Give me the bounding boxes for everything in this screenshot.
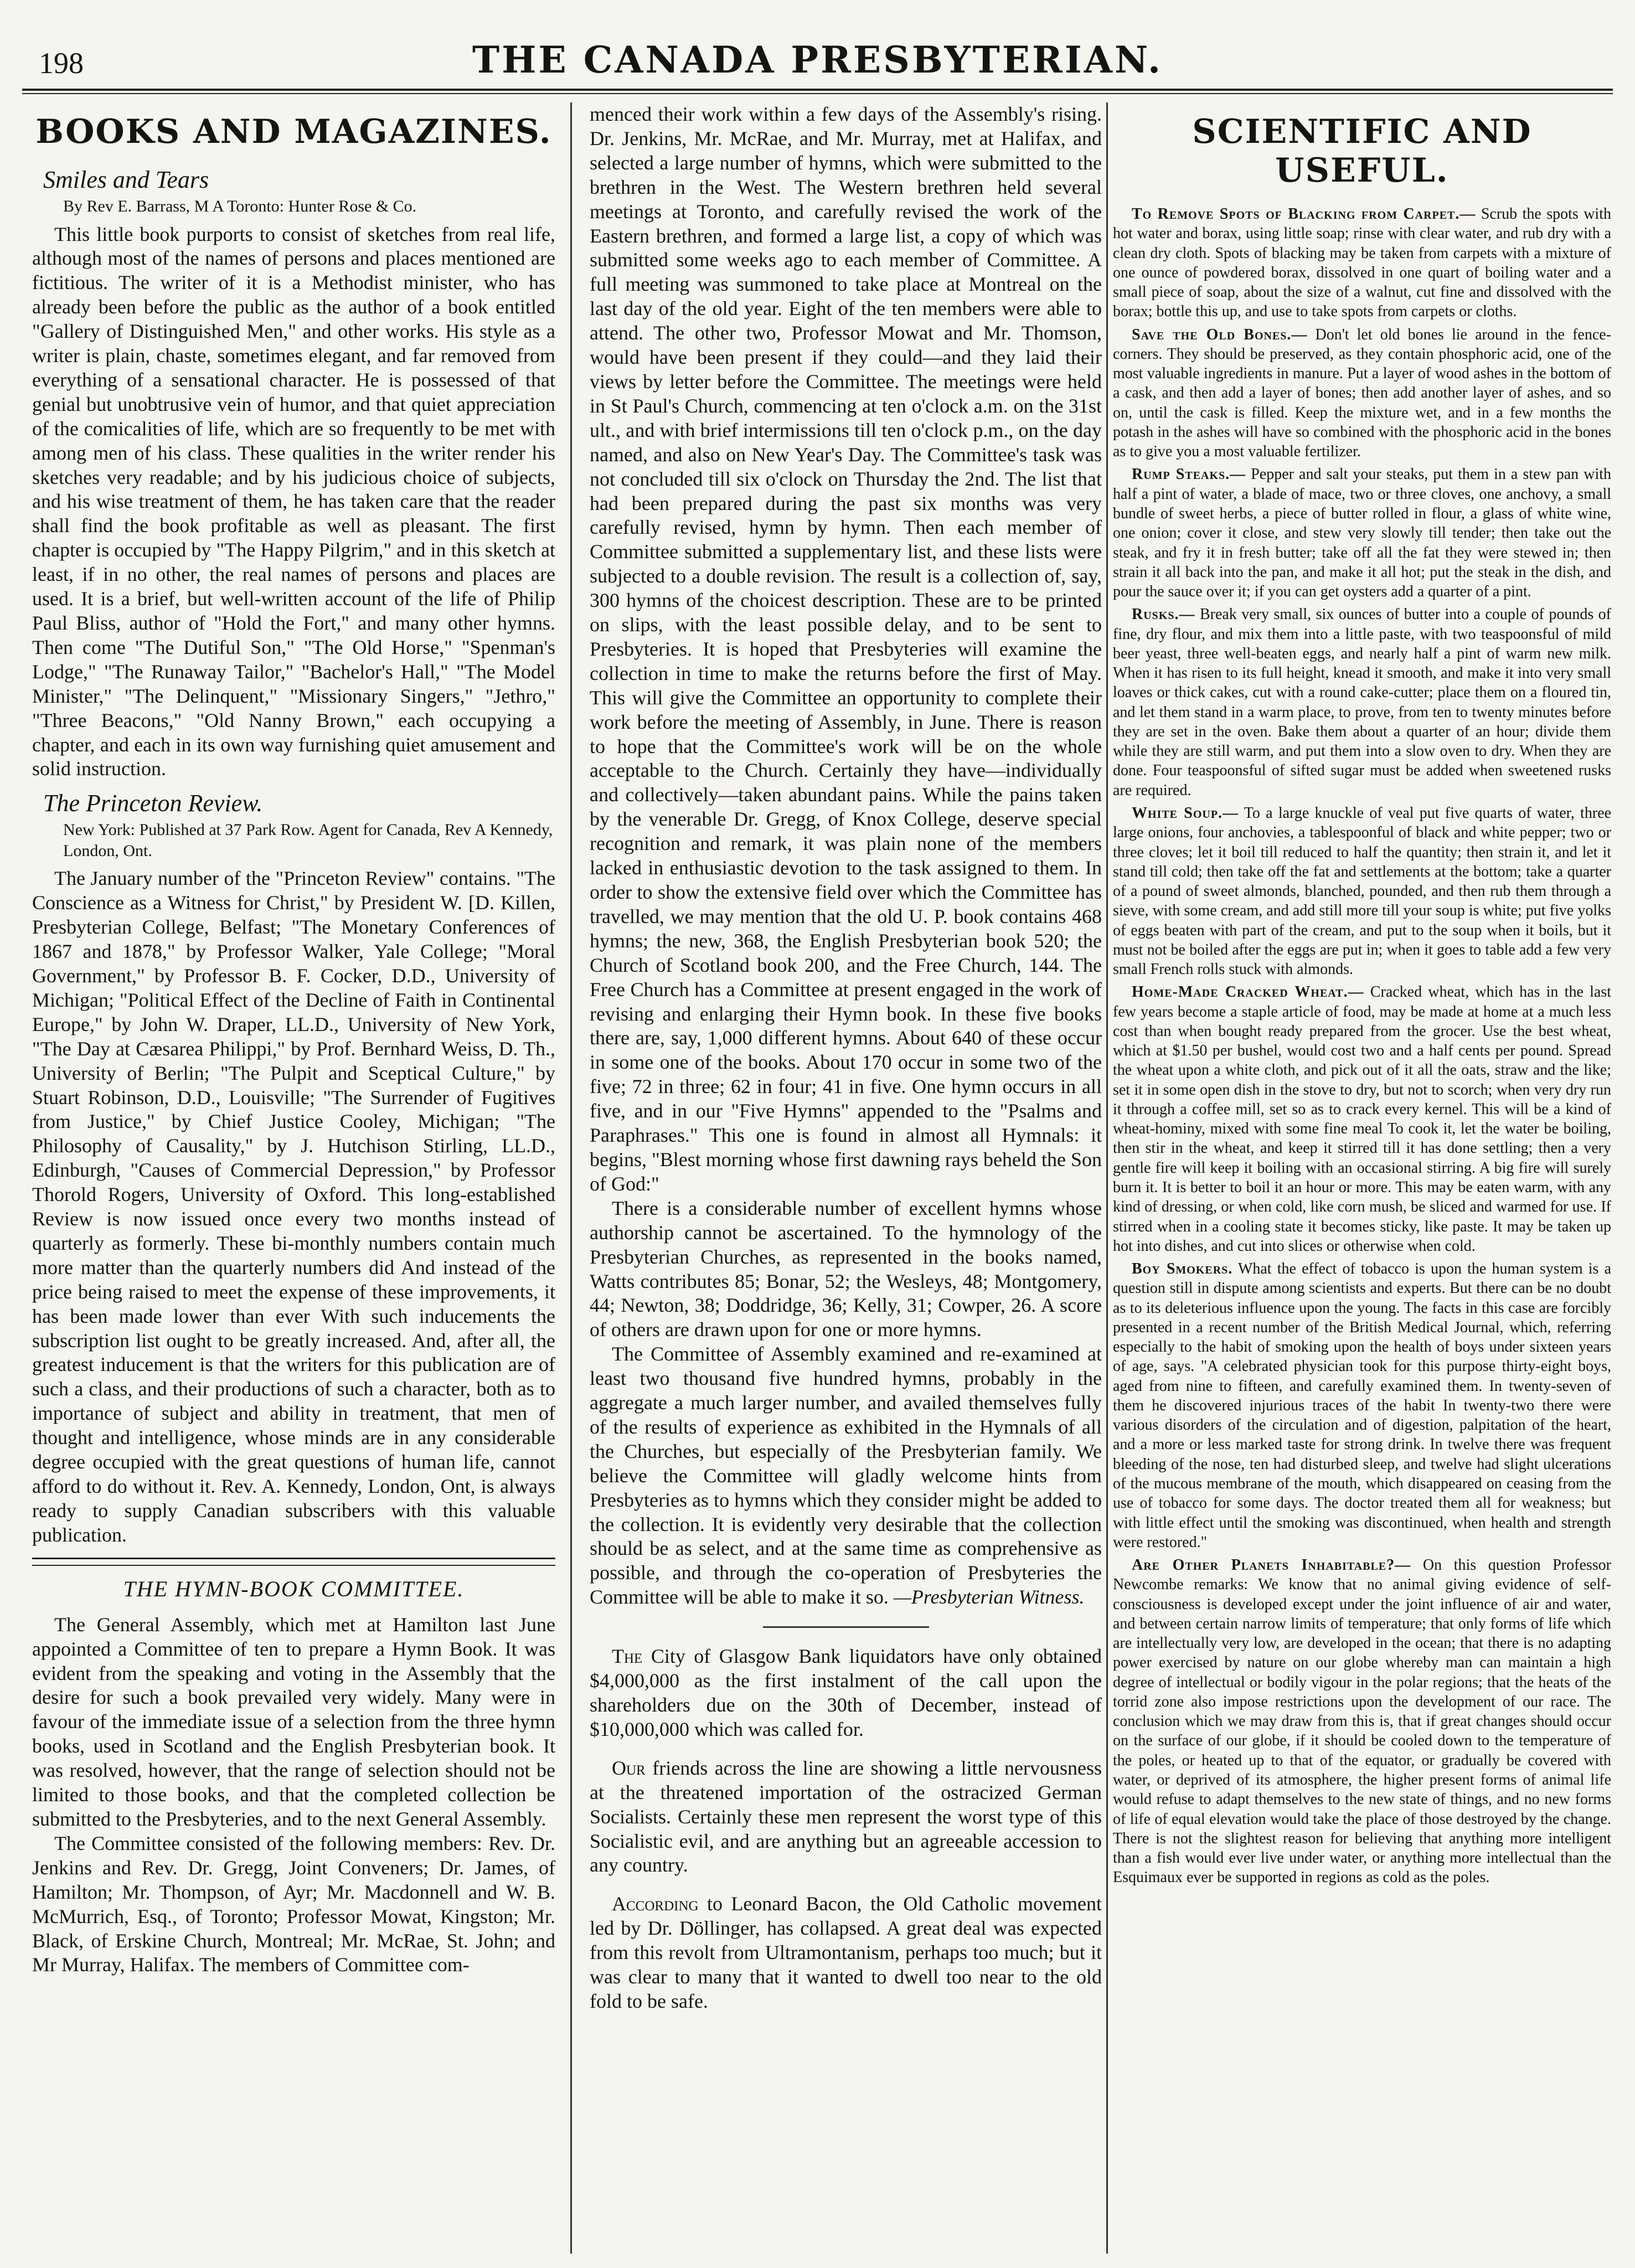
note-lead: The — [612, 1645, 643, 1668]
note-lead: Our — [612, 1756, 646, 1779]
column-divider-2 — [1106, 102, 1108, 2254]
page-number: 198 — [39, 47, 84, 80]
header-rule-thin — [22, 93, 1613, 94]
hymn-closing-paragraph — [590, 1342, 1102, 1610]
item-text: On this question Professor Newcombe remarks: We know that no animal giving evidence of self-consciousness is developed except under the joint influence of air and water, and between certain narrow limits of temperature; that only forms of life which are intellectually very low, are developed in the ocean; that there is no adapting power exercised by nature on our globe whereby man can maintain a high degree of intellectual or bodily vigour in the polar regions; that the heats of the torrid zone also impose restrictions upon the development of our race. The conclusion which we may draw from this is, that if great changes should occur on the surface of our globe, if it should be cooled down to the temperature of the poles, or heated up to that of the equator, or gradually be covered with water, or deprived of its atmosphere, the higher present forms of animal life would refuse to adapt themselves to the new state of things, and no new forms of life of equal elevation would take the place of those destroyed by the change. There is not the slightest reason for believing that anything more intelligent than a fish would ever live under water, or anything more intellectual than the Esquimaux ever be supported in regions as cold as the poles. — [1113, 1556, 1611, 1886]
header-rule — [22, 89, 1613, 91]
column-divider-1 — [570, 102, 572, 2254]
review-title-princeton: The Princeton Review. — [43, 790, 263, 817]
item-lead: Rump Steaks.— — [1132, 466, 1246, 483]
item-lead: To Remove Spots of Blacking from Carpet.— — [1132, 205, 1476, 223]
section-title-books: BOOKS AND MAGAZINES. — [35, 112, 552, 151]
column-middle — [590, 102, 1102, 2014]
running-title: THE CANADA PRESBYTERIAN. — [472, 38, 1163, 81]
item-text: Pepper and salt your steaks, put them in a stew pan with half a pint of water, a blade of mace, two or three cloves, one anchovy, a small bundle of sweet herbs, a piece of butter rolled in flour, a glass of white wine, one onion; cover it close, and stew very slowly till tender; then take out the steak, and fry it in fresh butter; take off all the fat they were stewed in; then strain it all back into the pan, and make it all hot; put the steak in the dish, and pour the sauce over it; if you can get oysters add a quarter of a pint. — [1113, 466, 1611, 601]
item-carpet-spots — [1113, 204, 1611, 322]
column-right — [1113, 102, 1611, 1891]
item-text: What the effect of tobacco is upon the human system is a question still in dispute among scientists and experts. But there can be no doubt as to its deleterious influence upon the young. The facts in this case are forcibly presented in a recent number of the British Medical Journal, which, referring especially to the habit of smoking upon the health of boys under sixteen years of age, says. "A celebrated physician took for this purpose thirty-eight boys, aged from nine to fifteen, and carefully examined them. In twenty-seven of them he discovered injurious traces of the habit In twenty-two there were various disorders of the circulation and of digestion, palpitation of the heart, and a more or less marked taste for strong drink. In twelve there was frequent bleeding of the nose, ten had disturbed sleep, and twelve had slight ulcerations of the mucous membrane of the mouth, which disappeared on ceasing from the use of tobacco for some days. The doctor treated them all for weakness; but with little effect until the smoking was discontinued, when health and strength were restored." — [1113, 1260, 1611, 1551]
item-white-soup — [1113, 803, 1611, 979]
item-text: Don't let old bones lie around in the fence-corners. They should be preserved, as they contain phosphoric acid, one of the most valuable ingredients in manure. Put a layer of wood ashes in the bottom of a cask, and then add a layer of bones; then add another layer of ashes, and so on, until the cask is filled. Keep the mixture wet, and in a few months the potash in the ashes will have so combined with the phosphoric acid in the bones as to give you a most valuable fertilizer. — [1113, 326, 1611, 461]
item-lead: Rusks.— — [1132, 606, 1195, 623]
item-lead: Save the Old Bones.— — [1132, 326, 1308, 343]
section-divider — [32, 1558, 555, 1566]
hymn-continued-paragraph: menced their work within a few days of the Assembly's rising. Dr. Jenkins, Mr. McRae, and Mr. Murray, met at Halifax, and selected a large number of hymns, which were submitted to the brethren in the West. The Western brethren held several meetings at Toronto, and carefully revised the work of the Eastern brethren, and formed a large list, a copy of which was submitted some weeks ago to each member of Committee. A full meeting was summoned to take place at Montreal on the last day of the old year. Eight of the ten members were able to attend. The other two, Professor Mowat and Mr. Thomson, would have been present if they could—and they laid their views by letter before the Committee. The meetings were held in St Paul's Church, commencing at ten o'clock a.m. on the 31st ult., and with brief intermissions till ten o'clock p.m., on the day named, and also on New Year's Day. The Committee's task was not concluded till six o'clock on Thursday the 2nd. The list that had been prepared during the past six months was very carefully revised, hymn by hymn. Then each member of Committee submitted a supplementary list, and these lists were subjected to a double revision. The result is a collection of, say, 300 hymns of the choicest description. These are to be printed on slips, with the least possible delay, and to be sent to Presbyteries. It is hoped that Presbyteries will examine the collection in time to make the returns before the first of May. This will give the Committee an opportunity to complete their work before the meeting of Assembly, in June. There is reason to hope that the Committee's work will be on the whole acceptable to the Church. Certainly they have—individually and collectively—taken abundant pains. While the pains taken by the venerable Dr. Gregg, of Knox College, deserve special recognition and remark, it was plain none of the members lacked in enthusiastic devotion to the task assigned to them. In order to show the extensive field over which the Committee has travelled, we may mention that the old U. P. book contains 468 hymns; the new, 368, the English Presbyterian book 520; the Church of Scotland book 200, and the Free Church, 144. The Free Church has a Committee at present engaged in the work of revising and enlarging their Hymn book. In these five books there are, say, 1,000 different hymns. About 640 of these occur in some one of the books. About 170 occur in some two of the five; 72 in three; 62 in four; 41 in five. One hymn occurs in all five, and in our "Five Hymns" appended to the "Psalms and Paraphrases." This one is found in almost all Hymnals: it begins, "Blest morning whose first dawning rays beheld the Son of God:" — [590, 103, 1102, 1195]
review-byline-smiles: By Rev E. Barrass, M A Toronto: Hunter Rose & Co. — [63, 197, 417, 215]
item-boy-smokers — [1113, 1259, 1611, 1552]
note-text: friends across the line are showing a little nervousness at the threatened importation of the ostracized German Socialists. Certainly these men represent the worst type of this Socialistic evil, and are anything but an agreeable accession to any country. — [590, 1756, 1102, 1877]
page-header — [22, 30, 1613, 91]
item-cracked-wheat — [1113, 982, 1611, 1256]
column-left — [32, 102, 555, 1977]
note-glasgow-bank — [590, 1645, 1102, 1742]
review-text-princeton: The January number of the "Princeton Review" contains. "The Conscience as a Witness for Christ," by President W. [D. Killen, Presbyterian College, Belfast; "The Monetary Conferences of 1867 and 1878," by Professor Walker, Yale College; "Moral Government," by Professor B. F. Cocker, D.D., University of Michigan; "Political Effect of the Decline of Faith in Continental Europe," by John W. Draper, LL.D., University of New York, "The Day at Cæsarea Philippi," by Prof. Bernhard Weiss, D. Th., University of Berlin; "The Pulpit and Sceptical Culture," by Stuart Robinson, D.D., Louisville; "The Surrender of Fugitives from Justice," by Chief Justice Cooley, Michigan; "The Philosophy of Causality," by J. Hutchison Stirling, LL.D., Edinburgh, "Causes of Commercial Depression," by Professor Thorold Rogers, University of Oxford. This long-established Review is now issued once every two months instead of quarterly as formerly. These bi-monthly numbers contain much more matter than the quarterly numbers did And instead of the price being raised to meet the expense of these improvements, it has been made lower than ever With such inducements the subscription list ought to be greatly increased. And, after all, the greatest inducement is that the writers for this publication are of such a class, and their productions of such a character, both as to importance of subject and ability in treatment, that men of thought and intelligence, whose minds are in any considerable degree occupied with the great questions of human life, cannot afford to do without it. Rev. A. Kennedy, London, Ont, is always ready to supply Canadian subscribers with this valuable publication. — [32, 867, 555, 1546]
note-old-catholic — [590, 1892, 1102, 2014]
item-rump-steaks — [1113, 465, 1611, 601]
section-title-scientific: SCIENTIFIC AND USEFUL. — [1192, 112, 1532, 190]
item-text: Cracked wheat, which has in the last few years become a staple article of food, may be made at home at a much less cost than when bought ready prepared from the grocer. Use the best wheat, which at $1.50 per bushel, would cost two and a half cents per pound. Spread the wheat upon a white cloth, and pick out of it all the oats, straw and the like; set it in some open dish in the stove to dry, but not to scorch; when very dry run it through a coffee mill, set so as to crack every kernel. This will be a kind of wheat-hominy, mixed with some fine meal To cook it, let the water be boiling, then stir in the wheat, and keep it stirred till it has done settling; then a very gentle fire will keep it boiling with an occasional stirring. A big fire will surely burn it. It is better to boil it an hour or more. This may be eaten warm, with any kind of dressing, or when cold, like corn mush, be sliced and warmed for use. If stirred when in a cooling state it becomes sticky, like paste. It may be taken up hot into dishes, and cut into slices or otherwise when cold. — [1113, 983, 1611, 1255]
note-german-socialists — [590, 1756, 1102, 1878]
review-byline-princeton: New York: Published at 37 Park Row. Agent for Canada, Rev A Kennedy, London, Ont. — [63, 821, 553, 860]
item-text: Break very small, six ounces of butter into a couple of pounds of fine, dry flour, and mix them into a little paste, with two teaspoonsful of mild beer yeast, three well-beaten eggs, and nearly half a pint of warm new milk. When it has risen to its full height, knead it smooth, and make it into very small loaves or thick cakes, cut with a round cake-cutter; place them on a floured tin, and let them stand in a warm place, to prove, from ten to twenty minutes before they are set in the oven. Bake them about a quarter of an hour; divide them while they are still warm, and put them into a slow oven to dry. When they are done. Four teaspoonsful of sifted sugar must be added when sweetened rusks are required. — [1113, 606, 1611, 799]
note-text: City of Glasgow Bank liquidators have only obtained $4,000,000 as the first instalment of the call upon the shareholders due on the 30th of December, instead of $10,000,000 which was called for. — [590, 1645, 1102, 1740]
item-lead: Are Other Planets Inhabitable?— — [1132, 1556, 1411, 1574]
note-lead: According — [612, 1893, 699, 1915]
article-title-hymn-book: THE HYMN-BOOK COMMITTEE. — [123, 1576, 465, 1601]
item-lead: Home-Made Cracked Wheat.— — [1132, 983, 1364, 1001]
item-other-planets — [1113, 1555, 1611, 1888]
notes-divider — [763, 1626, 929, 1628]
item-lead: Boy Smokers. — [1132, 1260, 1233, 1278]
review-text-smiles: This little book purports to consist of sketches from real life, although most of the names of persons and places mentioned are fictitious. The writer of it is a Methodist minister, who has already been before the public as the author of a book entitled "Gallery of Distinguished Men," and other works. His style as a writer is plain, chaste, sometimes elegant, and far removed from everything of a sensational character. He is possessed of that genial but unobtrusive vein of humor, and that quiet appreciation of the comicalities of life, which are so frequently to be met with among men of his class. These qualities in the writer render his sketches very readable; and by his judicious choice of subjects, and his wise treatment of them, he has taken care that the reader shall find the book profitable as well as pleasant. The first chapter is occupied by "The Happy Pilgrim," and in this sketch at least, if in no other, the real names of persons and places are used. It is a brief, but well-written account of the life of Philip Paul Bliss, author of "Hold the Fort," and many other hymns. Then come "The Dutiful Son," "The Old Horse," "Spenman's Lodge," "The Runaway Tailor," "Bachelor's Hall," "The Model Minister," "The Delinquent," "Missionary Singers," "Jethro," "Three Beacons," "Old Nanny Brown," each occupying a chapter, and each in its own way furnishing quiet amusement and solid instruction. — [32, 223, 555, 780]
item-text: Scrub the spots with hot water and borax, using little soap; rinse with clear water, and rub dry with a clean dry cloth. Spots of blacking may be taken from carpets with a mixture of one ounce of powdered borax, dissolved in one quart of boiling water and a small piece of soap, about the size of a walnut, cut fine and dissolved with the borax; bottle this up, and use to take spots from carpets or cloths. — [1113, 205, 1611, 321]
hymn-attribution: —Presbyterian Witness. — [893, 1586, 1085, 1609]
item-rusks — [1113, 605, 1611, 800]
item-lead: White Soup.— — [1132, 804, 1239, 822]
hymn-authors-paragraph: There is a considerable number of excellent hymns whose authorship cannot be ascertained. To the hymnology of the Presbyterian Churches, as represented in the books named, Watts contributes 85; Bonar, 52; the Wesleys, 48; Montgomery, 44; Newton, 38; Doddridge, 36; Kelly, 31; Cowper, 26. A score of others are drawn upon for one or more hymns. — [590, 1197, 1102, 1341]
hymn-closing-text: The Committee of Assembly examined and re-examined at least two thousand five hundred hymns, probably in the aggregate a much larger number, and availed themselves fully of the results of experience as exhibited in the Hymnals of all the Churches, but especially of the Presbyterian family. We believe the Committee will gladly welcome hints from Presbyteries as to hymns which they consider might be added to the collection. It is evidently very desirable that the collection should be as select, and at the same time as comprehensive as possible, and through the co-operation of Presbyteries the Committee will be able to make it so. — [590, 1343, 1102, 1609]
review-title-smiles: Smiles and Tears — [43, 166, 209, 193]
note-text: to Leonard Bacon, the Old Catholic movement led by Dr. Döllinger, has collapsed. A great deal was expected from this revolt from Ultramontanism, perhaps too much; but it was clear to many that it wanted to dwell too near to the old fold to be safe. — [590, 1893, 1102, 2012]
hymn-paragraph-2: The Committee consisted of the following members: Rev. Dr. Jenkins and Rev. Dr. Gregg, Joint Conveners; Dr. James, of Hamilton; Mr. Thompson, of Ayr; Mr. Macdonnell and W. B. McMurrich, Esq., of Toronto; Professor Mowat, Kingston; Mr. Black, of Erskine Church, Montreal; Mr. McRae, St. John; and Mr Murray, Halifax. The members of Committee com- — [32, 1832, 555, 1976]
item-text: To a large knuckle of veal put five quarts of water, three large onions, four anchovies, a tablespoonful of black and white pepper; two or three cloves; let it boil till reduced to half the quantity; then strain it, and let it stand till cold; then take off the fat and settlements at the bottom; take a quarter of a pound of sweet almonds, blanched, pounded, and then rub them through a sieve, with some cream, and add still more till your soup is white; put five yolks of eggs beaten with part of the cream, and put to the soup when it boils, but it must not be boiled after the eggs are put in; when it goes to table add a few very small French rolls stuck with almonds. — [1113, 804, 1611, 978]
hymn-paragraph-1: The General Assembly, which met at Hamilton last June appointed a Committee of ten to prepare a Hymn Book. It was evident from the speaking and voting in the Assembly that the desire for such a book prevailed very widely. Many were in favour of the immediate issue of a selection from the three hymn books, used in Scotland and the English Presbyterian book. It was resolved, however, that the range of selection should not be limited to those books, and that the completed collection be submitted to the Presbyteries, and to the next General Assembly. — [32, 1613, 555, 1830]
item-old-bones — [1113, 325, 1611, 462]
